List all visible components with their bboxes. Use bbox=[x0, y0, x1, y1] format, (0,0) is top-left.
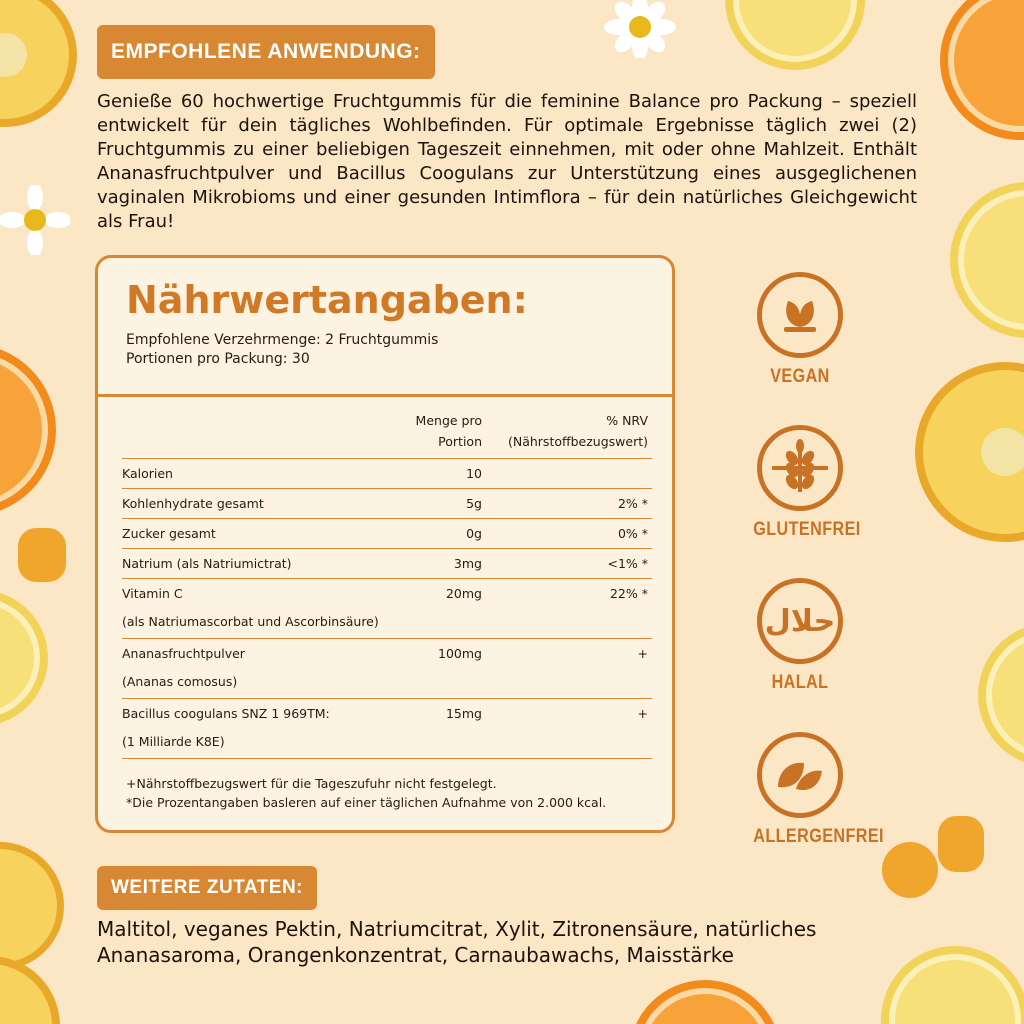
panel-divider bbox=[98, 394, 672, 397]
pineapple-slice-icon bbox=[0, 0, 80, 160]
footnotes bbox=[126, 774, 606, 812]
table-row: Vitamin C (als Natriumascorbat und Ascorbinsäure) 20mg 22% * bbox=[122, 579, 652, 639]
badge-halal bbox=[745, 578, 855, 694]
wheat-icon bbox=[770, 438, 830, 498]
lemon-slice-icon bbox=[970, 620, 1024, 770]
orange-slice-icon bbox=[920, 0, 1024, 160]
header-empty bbox=[122, 404, 392, 459]
chamomile-flower-icon bbox=[0, 185, 70, 255]
lemon-slice-icon bbox=[0, 588, 50, 728]
leaf-icon bbox=[776, 291, 824, 339]
header-amount: Menge pro Portion bbox=[415, 413, 482, 449]
badge-allergenfree-label: ALLERGENFREI bbox=[753, 826, 884, 847]
pineapple-slice-icon bbox=[905, 362, 1024, 542]
allergen-leaf-icon bbox=[774, 753, 826, 797]
usage-description: Genieße 60 hochwertige Fruchtgummis für die feminine Balance pro Packung – speziell entwickelt für dein tägliches Wohlbefinden. Für optimale Ergebnisse täglich zwei (2) Fruchtgummis zu einer beliebigen Tageszeit einnehmen, mit oder ohne Mahlzeit. Enthält Ananasfruchtpulver und Bacillus Coogulans zur Unterstützung eines ausgeglichenen vaginalen Mikrobioms und einer gesunden Intimflora – für dein natürliches Gleichgewicht als Frau! bbox=[97, 91, 917, 232]
orange-slice-icon bbox=[630, 976, 780, 1024]
pineapple-slice-icon bbox=[0, 836, 80, 1024]
nutrition-title: Nährwertangaben: bbox=[126, 278, 528, 322]
footnote-plus: +Nährstoffbezugswert für die Tageszufuhr nicht festgelegt. bbox=[126, 776, 497, 791]
table-row: Natrium (als Natriumictrat) 3mg <1% * bbox=[122, 549, 652, 579]
ingredients-heading: WEITERE ZUTATEN: bbox=[97, 866, 317, 910]
table-header-row bbox=[122, 404, 652, 459]
lemon-slice-icon bbox=[948, 180, 1024, 340]
badge-vegan bbox=[745, 272, 855, 388]
badge-glutenfree bbox=[745, 425, 861, 541]
servings-per-pack: Portionen pro Packung: 30 bbox=[126, 351, 310, 367]
table-row: Kohlenhydrate gesamt 5g 2% * bbox=[122, 489, 652, 519]
table-row: Bacillus coogulans SNZ 1 969TM: (1 Milliarde K8E) 15mg + bbox=[122, 699, 652, 759]
gummy-icon bbox=[14, 524, 70, 586]
header-nrv: % NRV (Nährstoffbezugswert) bbox=[507, 413, 648, 449]
halal-icon: حلال bbox=[764, 603, 836, 639]
badge-vegan-label: VEGAN bbox=[770, 366, 830, 387]
gummy-icon bbox=[880, 812, 990, 902]
usage-heading: EMPFOHLENE ANWENDUNG: bbox=[97, 25, 435, 79]
table-row: Ananasfruchtpulver (Ananas comosus) 100mg + bbox=[122, 639, 652, 699]
badge-halal-label: HALAL bbox=[771, 672, 829, 693]
orange-slice-icon bbox=[0, 340, 60, 520]
serving-size: Empfohlene Verzehrmenge: 2 Fruchtgummis bbox=[126, 332, 439, 348]
nutrition-panel bbox=[95, 255, 675, 833]
table-row: Zucker gesamt 0g 0% * bbox=[122, 519, 652, 549]
nutrition-table bbox=[122, 404, 652, 759]
chamomile-flower-icon bbox=[604, 0, 676, 58]
footnote-star: *Die Prozentangaben basleren auf einer täglichen Aufnahme von 2.000 kcal. bbox=[126, 795, 607, 810]
ingredients-list: Maltitol, veganes Pektin, Natriumcitrat, Xylit, Zitronensäure, natürliches Ananasaroma, Orangenkonzentrat, Carnaubawachs, Maisstärke bbox=[97, 917, 817, 967]
table-row: Kalorien 10 bbox=[122, 459, 652, 489]
badge-allergenfree bbox=[745, 732, 884, 848]
lemon-slice-icon bbox=[705, 0, 885, 70]
badge-glutenfree-label: GLUTENFREI bbox=[753, 519, 861, 540]
